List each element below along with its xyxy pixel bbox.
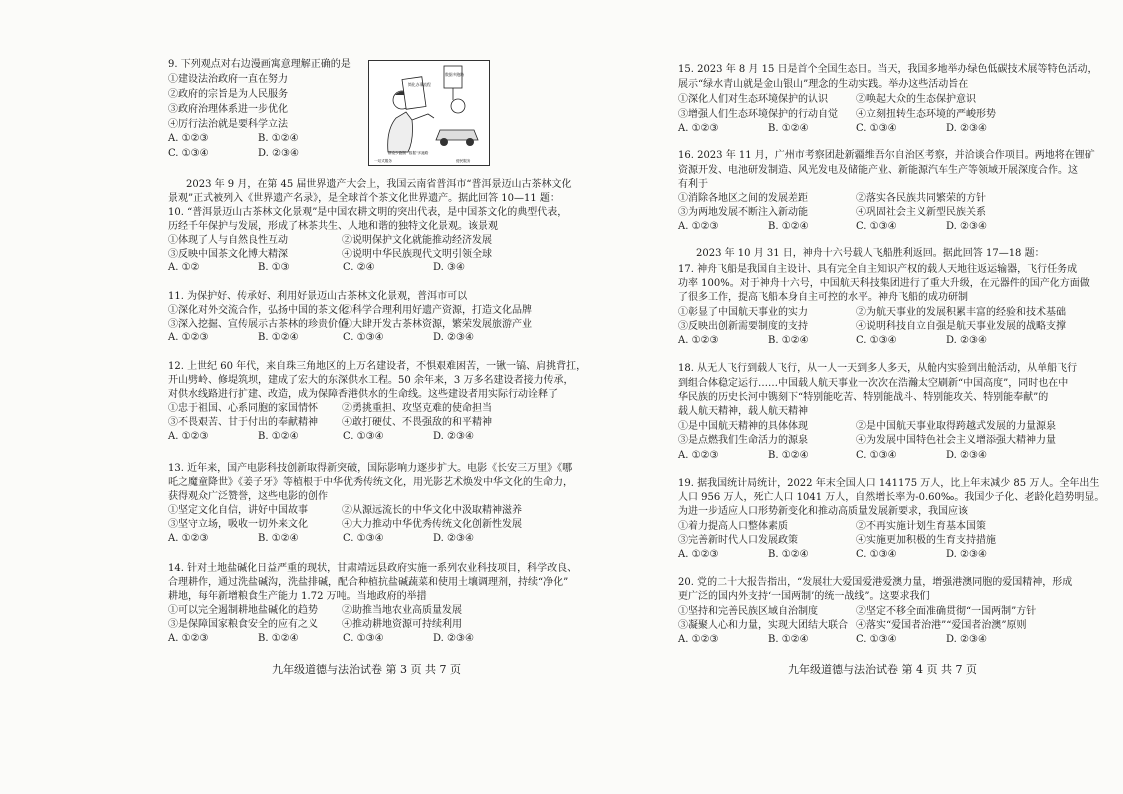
question-19-item-4: ④实施更加积极的生育支持措施 <box>856 535 996 546</box>
question-18-stem-3: 华民族的历史长河中镌刻下“特别能吃苦、特别能战斗、特别能攻关、特别能奉献”的 <box>678 392 1049 403</box>
question-11-stem: 11. 为保护好、传承好、利用好景迈山古茶林文化景观，普洱市可以 <box>168 291 468 302</box>
question-9-stem: 9. 下列观点对右边漫画寓意理解正确的是 <box>168 59 351 70</box>
question-17-item-1: ①彰显了中国航天事业的实力 <box>678 307 808 318</box>
question-18-choice-b[interactable]: B. ①②④ <box>768 450 809 461</box>
question-19-choice-a[interactable]: A. ①②③ <box>678 549 719 560</box>
intro-17-18: 2023 年 10 月 31 日，神舟十六号载人飞船胜利返回。据此回答 17—18 题： <box>696 248 1045 259</box>
question-16-item-1: ①消除各地区之间的发展差距 <box>678 193 808 204</box>
question-20-item-1: ①坚持和完善民族区域自治制度 <box>678 606 818 617</box>
question-9-choice-b[interactable]: B. ①②④ <box>258 133 299 144</box>
page-footer-right: 九年级道德与法治试卷 第 4 页 共 7 页 <box>788 663 977 676</box>
question-15-item-3: ③增强人们生态环境保护的行动自觉 <box>678 109 838 120</box>
question-13-choice-c[interactable]: C. ①③④ <box>343 533 384 544</box>
question-11-item-4: ④大肆开发古茶林资源，繁荣发展旅游产业 <box>342 319 532 330</box>
question-16-choice-d[interactable]: D. ②③④ <box>946 221 987 232</box>
question-13-item-2: ②从源远流长的中华文化中汲取精神滋养 <box>342 505 522 516</box>
question-20-stem-2: 更广泛的国内外支持‘一国两制’的统一战线”。这要求我们 <box>678 591 930 602</box>
question-14-choice-b[interactable]: B. ①②④ <box>258 633 299 644</box>
question-14-item-1: ①可以完全遏制耕地盐碱化的趋势 <box>168 605 318 616</box>
question-11-item-1: ①深化对外交流合作，弘扬中国的茶文化 <box>168 305 348 316</box>
question-17-stem-2: 功率 100%。对于神舟十六号，中国航天科技集团进行了重大升级，在元器件的国产化方面做 <box>678 278 1090 289</box>
question-10-item-1: ①体现了人与自然良性互动 <box>168 235 288 246</box>
question-13-choice-a[interactable]: A. ①②③ <box>168 533 209 544</box>
question-17-choice-b[interactable]: B. ①②④ <box>768 335 809 346</box>
question-12-item-4: ④敢打硬仗、不畏强敌的和平精神 <box>342 417 492 428</box>
question-20-choice-c[interactable]: C. ①③④ <box>856 634 897 645</box>
question-11-choice-a[interactable]: A. ①②③ <box>168 332 209 343</box>
question-18-stem-1: 18. 从无人飞行到载人飞行，从一人一天到多人多天，从舱内实验到出舱活动，从单船飞行 <box>678 363 1078 374</box>
intro-10-11-line-1: 2023 年 9 月，在第 45 届世界遗产大会上，我国云南省普洱市“普洱景迈山古茶林文化 <box>186 179 572 190</box>
question-11-choice-d[interactable]: D. ②③④ <box>433 332 474 343</box>
question-10-stem-2: 历经千年保护与发展，形成了林茶共生、人地和谐的独特文化景观。该景观 <box>168 221 498 232</box>
question-15-choice-d[interactable]: D. ②③④ <box>946 123 987 134</box>
question-12-stem-1: 12. 上世纪 60 年代，来自珠三角地区的上万名建设者，不惧艰难困苦，一锹一镐、肩挑背扛， <box>168 361 587 372</box>
question-17-choice-c[interactable]: C. ①③④ <box>856 335 897 346</box>
question-16-choice-c[interactable]: C. ①③④ <box>856 221 897 232</box>
question-10-item-2: ②说明保护文化就能推动经济发展 <box>342 235 492 246</box>
question-15-stem-2: 展示“绿水青山就是金山银山”理念的生动实践。举办这些活动旨在 <box>678 79 969 90</box>
question-9-item-3: ③政府治理体系进一步优化 <box>168 104 288 115</box>
question-12-stem-2: 开山劈岭、修堤筑坝，建成了宏大的东深供水工程。50 余年来，3 万多名建设者接力传承， <box>168 375 574 386</box>
question-16-stem-2: 资源开发、电池研发制造、风光发电及储能产业、新能源汽车生产等领域开展深度合作。这 <box>678 165 1078 176</box>
cartoon-sign-right: 数据多跑路 <box>445 72 464 77</box>
question-11-item-3: ③深入挖掘、宣传展示古茶林的珍贵价值 <box>168 319 348 330</box>
question-18-item-4: ④为发展中国特色社会主义增添强大精神力量 <box>856 435 1056 446</box>
question-19-choice-c[interactable]: C. ①③④ <box>856 549 897 560</box>
question-18-item-3: ③是点燃我们生命活力的源泉 <box>678 435 808 446</box>
question-13-item-3: ③坚守立场，吸收一切外来文化 <box>168 519 308 530</box>
question-18-choice-d[interactable]: D. ②③④ <box>946 450 987 461</box>
question-20-item-4: ④落实“爱国者治港”“爱国者治澳”原则 <box>856 620 1027 631</box>
question-16-stem-3: 有利于 <box>678 179 708 190</box>
question-14-stem-2: 合理耕作，通过洗盐碱沟，洗盐排碱，配合种植抗盐碱蔬菜和使用土壤调理剂，持续“净化” <box>168 577 569 588</box>
question-10-choice-a[interactable]: A. ①② <box>168 262 200 273</box>
question-15-item-1: ①深化人们对生态环境保护的认识 <box>678 94 828 105</box>
cartoon-caption-right: 便民服务 <box>456 159 471 163</box>
question-15-choice-a[interactable]: A. ①②③ <box>678 123 719 134</box>
question-14-item-3: ③是保障国家粮食安全的应有之义 <box>168 619 318 630</box>
question-15-choice-c[interactable]: C. ①③④ <box>856 123 897 134</box>
question-17-choice-a[interactable]: A. ①②③ <box>678 335 719 346</box>
question-19-choice-b[interactable]: B. ①②④ <box>768 549 809 560</box>
question-18-stem-2: 到组合体稳定运行……中国载人航天事业一次次在浩瀚太空刷新“中国高度”，同时也在中 <box>678 378 1069 389</box>
question-13-choice-d[interactable]: D. ②③④ <box>433 533 474 544</box>
question-16-item-3: ③为两地发展不断注入新动能 <box>678 207 808 218</box>
question-18-choice-a[interactable]: A. ①②③ <box>678 450 719 461</box>
question-19-item-3: ③完善新时代人口发展政策 <box>678 535 798 546</box>
page-footer-left: 九年级道德与法治试卷 第 3 页 共 7 页 <box>272 663 461 676</box>
question-19-item-1: ①着力提高人口整体素质 <box>678 521 788 532</box>
question-10-choice-c[interactable]: C. ②④ <box>343 262 375 273</box>
cartoon-sign-left: 简化办事流程 <box>408 82 431 87</box>
question-20-choice-b[interactable]: B. ①②④ <box>768 634 809 645</box>
question-16-choice-b[interactable]: B. ①②④ <box>768 221 809 232</box>
question-14-item-4: ④推动耕地资源可持续利用 <box>342 619 462 630</box>
question-13-item-1: ①坚定文化自信，讲好中国故事 <box>168 505 308 516</box>
question-12-stem-3: 对供水线路进行扩建、改造，成为保障香港供水的生命线。这些建设者用实际行动诠释了 <box>168 389 558 400</box>
question-12-choice-a[interactable]: A. ①②③ <box>168 431 209 442</box>
question-20-stem-1: 20. 党的二十大报告指出，“发展壮大爱国爱港爱澳力量，增强港澳同胞的爱国精神，形成 <box>678 577 1073 588</box>
question-12-choice-c[interactable]: C. ①③④ <box>343 431 384 442</box>
intro-10-11-line-2: 景观”正式被列入《世界遗产名录》，是全球首个茶文化世界遗产。据此回答 10—11 题： <box>168 193 560 204</box>
question-15-choice-b[interactable]: B. ①②④ <box>768 123 809 134</box>
question-12-item-3: ③不畏艰苦、甘于付出的奉献精神 <box>168 417 318 428</box>
question-12-item-1: ①忠于祖国、心系同胞的家国情怀 <box>168 403 318 414</box>
question-17-stem-1: 17. 神舟飞船是我国自主设计、具有完全自主知识产权的载人天地往返运输器，飞行任务成 <box>678 264 1078 275</box>
question-10-choice-d[interactable]: D. ③④ <box>433 262 465 273</box>
question-17-item-3: ③反映出创新需要制度的支持 <box>678 321 808 332</box>
question-13-stem-3: 获得观众广泛赞誉，这些电影的创作 <box>168 491 328 502</box>
question-12-choice-b[interactable]: B. ①②④ <box>258 431 299 442</box>
question-9-item-1: ①建设法治政府一直在努力 <box>168 74 288 85</box>
question-17-choice-d[interactable]: D. ②③④ <box>946 335 987 346</box>
question-9-choice-a[interactable]: A. ①②③ <box>168 133 209 144</box>
question-19-choice-d[interactable]: D. ②③④ <box>946 549 987 560</box>
question-10-choice-b[interactable]: B. ①③ <box>258 262 290 273</box>
question-20-item-3: ③凝聚人心和力量，实现大团结大联合 <box>678 620 848 631</box>
question-19-stem-1: 19. 据我国统计局统计，2022 年末全国人口 141175 万人，比上年末减少 85 万人。全年出生 <box>678 478 1100 489</box>
cartoon-caption-left: 一站式服务 <box>374 159 392 163</box>
cartoon-banner: 群众少跑腿 "数据"多跑路 <box>388 151 429 155</box>
question-11-choice-c[interactable]: C. ①③④ <box>343 332 384 343</box>
question-9-item-4: ④厉行法治就是要科学立法 <box>168 119 288 130</box>
question-15-stem-1: 15. 2023 年 8 月 15 日是首个全国生态日。当天，我国多地举办绿色低碳技术展等特色活动， <box>678 64 1098 75</box>
question-13-stem-2: 吒之魔童降世》《姜子牙》等植根于中华优秀传统文化，用光影艺术焕发中华文化的生命力， <box>168 477 573 488</box>
question-10-item-3: ③反映中国茶文化博大精深 <box>168 249 288 260</box>
question-14-choice-d[interactable]: D. ②③④ <box>433 633 474 644</box>
question-15-item-2: ②唤起大众的生态保护意识 <box>856 94 976 105</box>
question-18-stem-4: 载人航天精神，载人航天精神 <box>678 406 808 417</box>
question-19-stem-2: 人口 956 万人，死亡人口 1041 万人，自然增长率为-0.60‰。我国少子化、老龄化趋势明显。 <box>678 492 1105 503</box>
question-12-choice-d[interactable]: D. ②③④ <box>433 431 474 442</box>
question-16-item-2: ②落实各民族共同繁荣的方针 <box>856 193 986 204</box>
question-13-choice-b[interactable]: B. ①②④ <box>258 533 299 544</box>
question-20-choice-d[interactable]: D. ②③④ <box>946 634 987 645</box>
question-12-item-2: ②勇挑重担、攻坚克难的使命担当 <box>342 403 492 414</box>
question-13-stem-1: 13. 近年来，国产电影科技创新取得新突破，国际影响力逐步扩大。电影《长安三万里》《哪 <box>168 463 573 474</box>
question-18-item-2: ②是中国航天事业取得跨越式发展的力量源泉 <box>856 421 1056 432</box>
question-14-stem-1: 14. 针对土地盐碱化日益严重的现状，甘肃靖远县政府实施一系列农业科技项目，科学改良、 <box>168 563 578 574</box>
question-13-item-4: ④大力推动中华优秀传统文化创新性发展 <box>342 519 522 530</box>
question-16-stem-1: 16. 2023 年 11 月，广州市考察团赴新疆维吾尔自治区考察，并洽谈合作项目。两地将在锂矿 <box>678 150 1095 161</box>
question-17-item-2: ②为航天事业的发展积累丰富的经验和技术基础 <box>856 307 1066 318</box>
question-11-choice-b[interactable]: B. ①②④ <box>258 332 299 343</box>
question-14-choice-c[interactable]: C. ①③④ <box>343 633 384 644</box>
question-15-item-4: ④立刻扭转生态环境的严峻形势 <box>856 109 996 120</box>
question-18-item-1: ①是中国航天精神的具体体现 <box>678 421 808 432</box>
question-10-stem-1: 10. “普洱景迈山古茶林文化景观”是中国农耕文明的突出代表，是中国茶文化的典型代表， <box>168 207 568 218</box>
question-14-item-2: ②助推当地农业高质量发展 <box>342 605 462 616</box>
question-17-item-4: ④说明科技自立自强是航天事业发展的战略支撑 <box>856 321 1066 332</box>
question-19-stem-3: 为进一步适应人口形势新变化和推动高质量发展新要求，我国应该 <box>678 506 968 517</box>
question-18-choice-c[interactable]: C. ①③④ <box>856 450 897 461</box>
question-14-choice-a[interactable]: A. ①②③ <box>168 633 209 644</box>
question-9-choice-c[interactable]: C. ①③④ <box>168 148 209 159</box>
question-9-cartoon <box>368 60 490 166</box>
question-16-choice-a[interactable]: A. ①②③ <box>678 221 719 232</box>
question-9-choice-d[interactable]: D. ②③④ <box>258 148 299 159</box>
question-20-choice-a[interactable]: A. ①②③ <box>678 634 719 645</box>
question-10-item-4: ④说明中华民族现代文明引领全球 <box>342 249 492 260</box>
question-17-stem-3: 了很多工作，提高飞船本身自主可控的水平。神舟飞船的成功研制 <box>678 292 968 303</box>
question-20-item-2: ②坚定不移全面准确贯彻“一国两制”方针 <box>856 606 1037 617</box>
exam-page-4 <box>562 0 1123 794</box>
question-16-item-4: ④巩固社会主义新型民族关系 <box>856 207 986 218</box>
question-11-item-2: ②科学合理利用好遗产资源，打造文化品牌 <box>342 305 532 316</box>
question-19-item-2: ②不再实施计划生育基本国策 <box>856 521 986 532</box>
question-14-stem-3: 耕地，每年新增粮食生产能力 1.72 万吨。当地政府的举措 <box>168 591 427 602</box>
question-9-item-2: ②政府的宗旨是为人民服务 <box>168 89 288 100</box>
